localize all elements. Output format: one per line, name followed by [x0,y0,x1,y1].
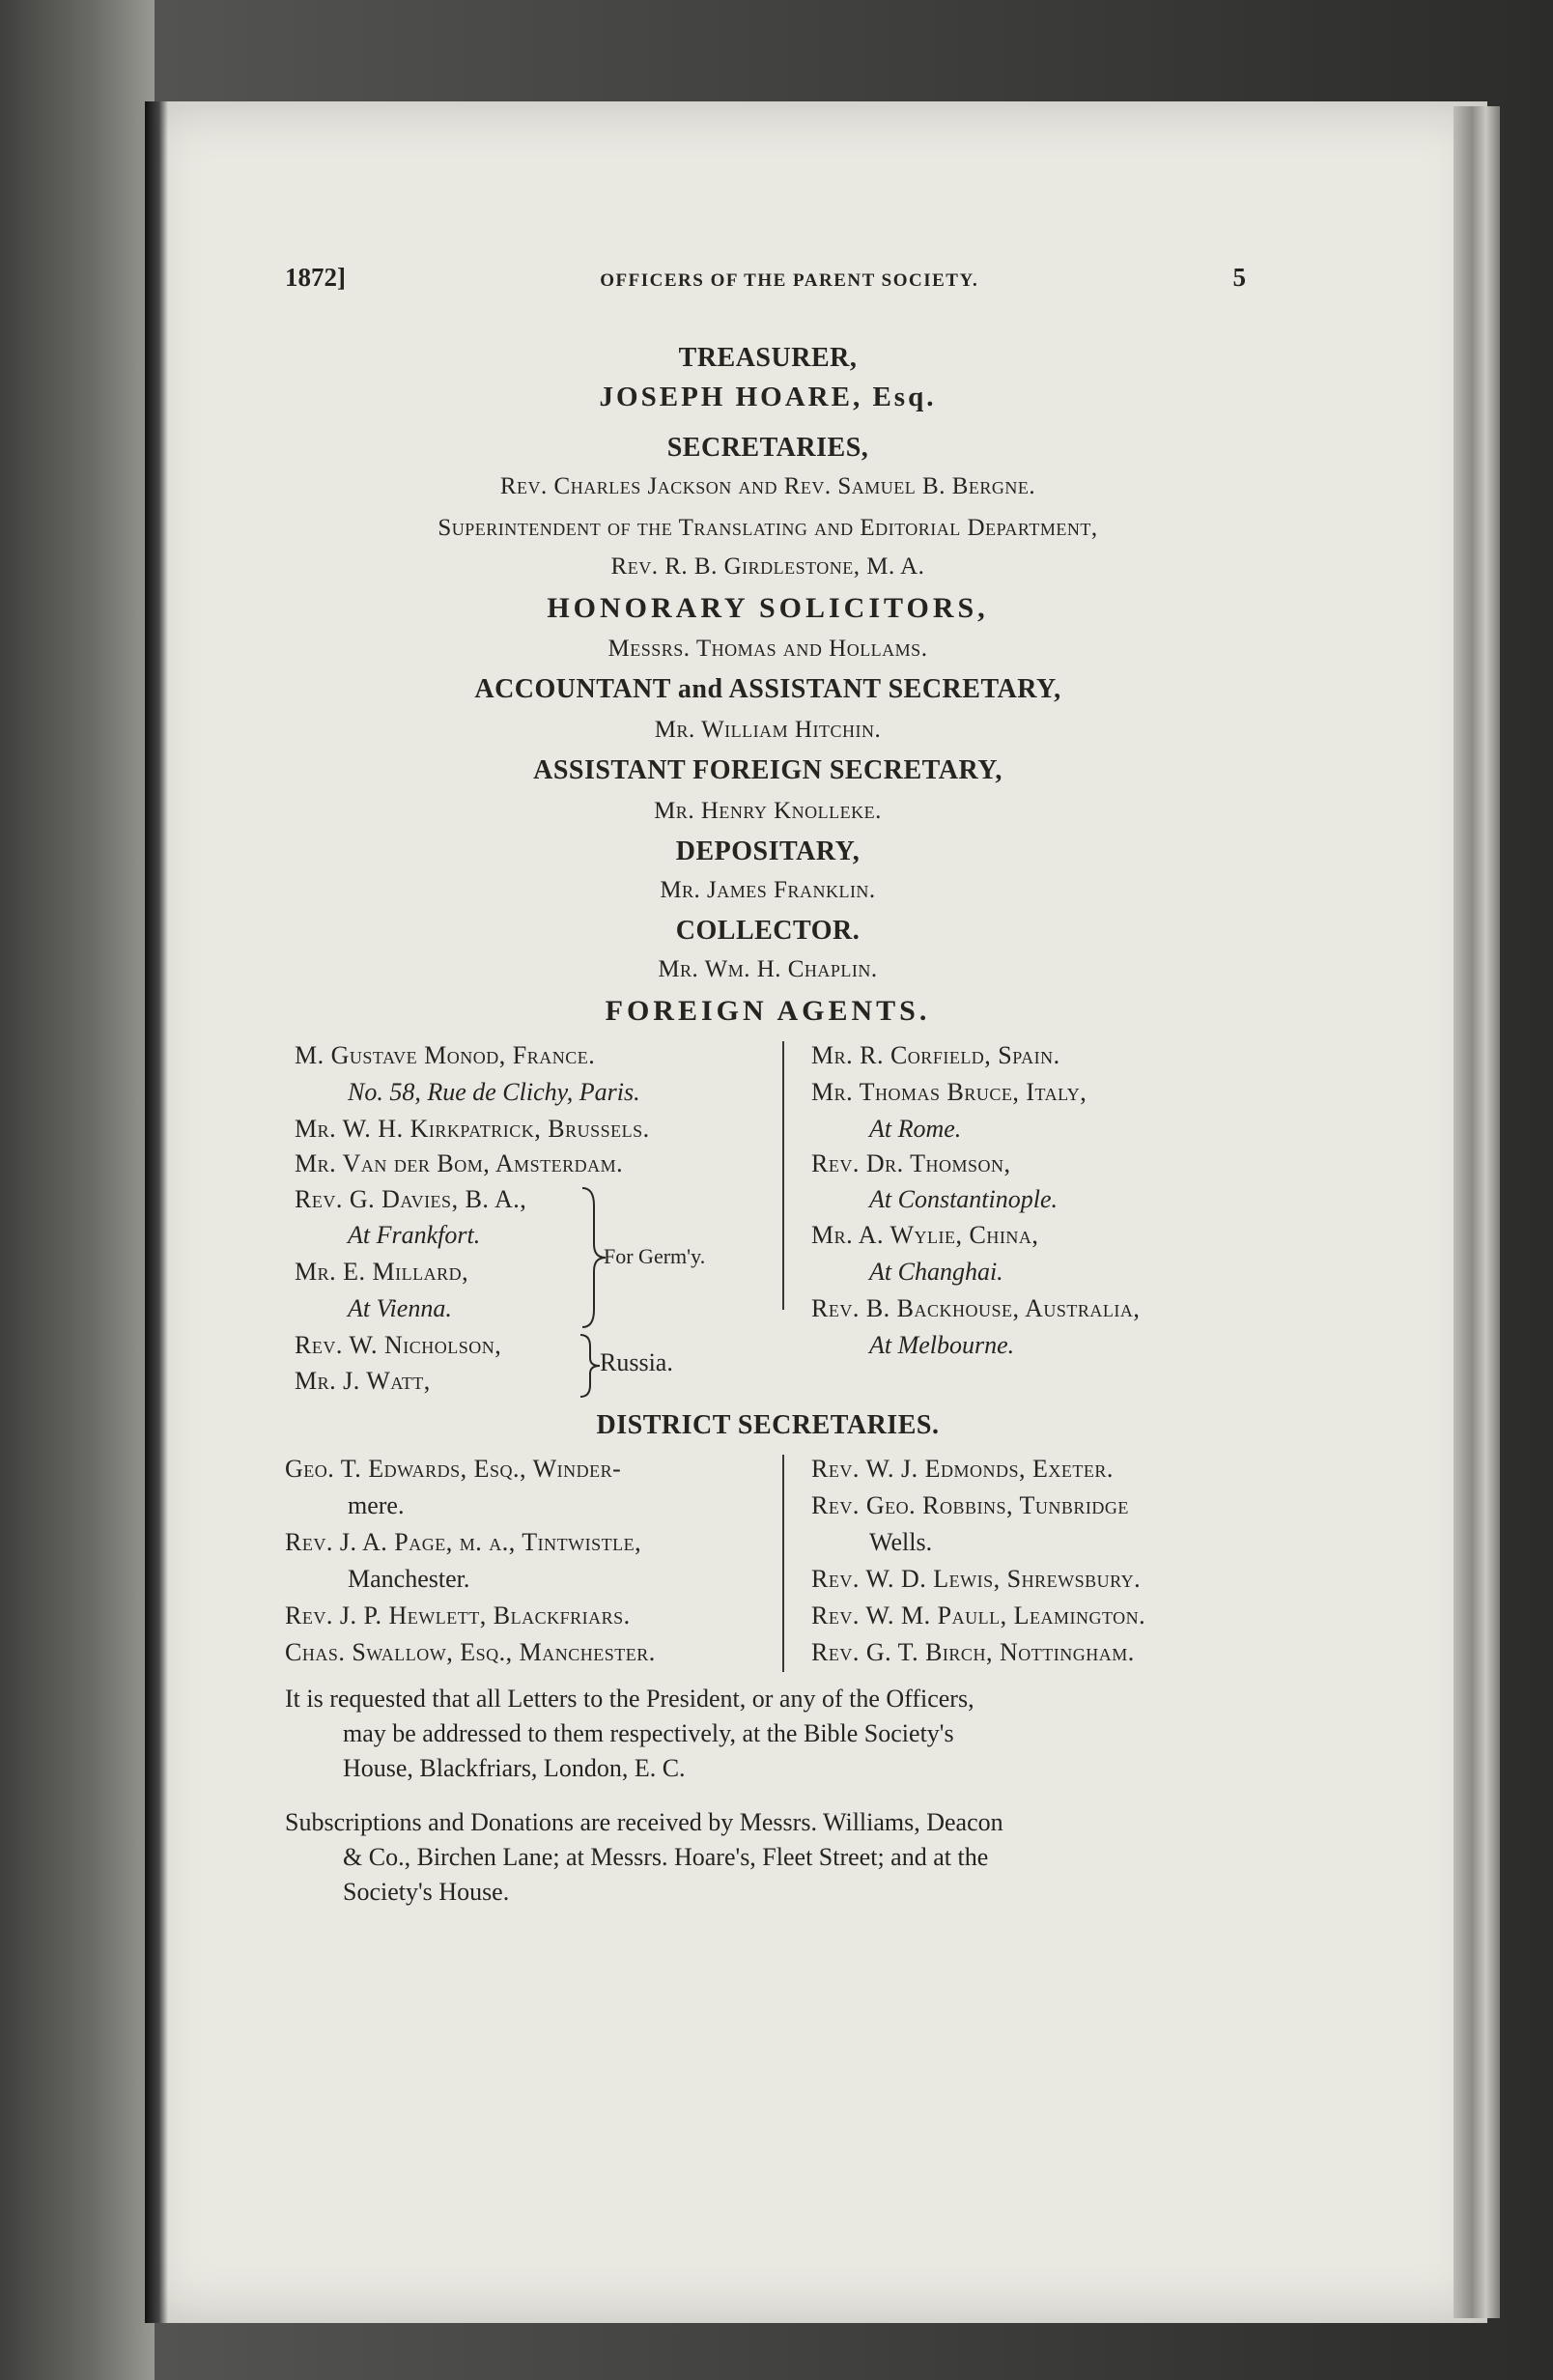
superintendent-heading: Superintendent of the Translating and Editorial Department, [438,515,1098,541]
agent-right-row: At Rome. [869,1115,962,1143]
foreign-secretary-name: Mr. Henry Knolleke. [654,798,882,824]
collector-name: Mr. Wm. H. Chaplin. [658,956,878,982]
treasurer-name: JOSEPH HOARE, Esq. [599,382,937,412]
letters-note-line: may be addressed to them respectively, at the Bible Society's [343,1719,954,1747]
district-left-row: Rev. J. P. Hewlett, Blackfriars. [285,1601,631,1629]
agent-right-row: Mr. R. Corfield, Spain. [811,1041,1060,1069]
foreign-secretary-heading: ASSISTANT FOREIGN SECRETARY, [533,755,1002,785]
subscriptions-note-line: Subscriptions and Donations are received by Messrs. Williams, Deacon [285,1808,1003,1836]
district-column-divider [782,1455,784,1672]
agent-right-row: At Changhai. [869,1258,1003,1286]
accountant-heading: ACCOUNTANT and ASSISTANT SECRETARY, [474,674,1061,704]
superintendent-name: Rev. R. B. Girdlestone, M. A. [610,553,925,580]
district-left-row: Rev. J. A. Page, m. a., Tintwistle, [285,1528,642,1556]
agent-right-row: Mr. Thomas Bruce, Italy, [811,1078,1087,1106]
letters-note-line: It is requested that all Letters to the President, or any of the Officers, [285,1685,974,1713]
district-left-row: Geo. T. Edwards, Esq., Winder- [285,1455,622,1483]
agent-left-row: Mr. W. H. Kirkpatrick, Brussels. [295,1115,650,1143]
district-right-row: Rev. G. T. Birch, Nottingham. [811,1638,1135,1666]
district-right-row: Rev. Geo. Robbins, Tunbridge [811,1491,1129,1519]
treasurer-heading: TREASURER, [678,343,858,373]
book-left-edge [0,0,155,2380]
district-right-row: Wells. [869,1528,933,1556]
agent-left-row: Mr. Van der Bom, Amsterdam. [295,1149,624,1177]
page-edge-stack [1454,106,1500,2318]
foreign-agents-heading: FOREIGN AGENTS. [605,995,931,1027]
agent-left-row: Rev. W. Nicholson, [295,1331,502,1359]
running-title: OFFICERS OF THE PARENT SOCIETY. [600,270,979,291]
agent-left-row: At Frankfort. [348,1221,481,1249]
depositary-heading: DEPOSITARY, [675,836,861,866]
collector-heading: COLLECTOR. [675,916,861,946]
subscriptions-note-line: & Co., Birchen Lane; at Messrs. Hoare's, Fleet Street; and at the [343,1843,989,1871]
agent-right-row: Mr. A. Wylie, China, [811,1221,1039,1249]
agent-right-row: At Melbourne. [869,1331,1015,1359]
page-number: 5 [1232,263,1246,292]
accountant-name: Mr. William Hitchin. [654,717,882,743]
district-left-row: mere. [348,1491,405,1519]
page-gutter [145,101,168,2323]
secretaries-heading: SECRETARIES, [666,433,869,463]
brace-germany-label: For Germ'y. [604,1244,706,1268]
district-right-row: Rev. W. D. Lewis, Shrewsbury. [811,1565,1142,1593]
agent-left-row: No. 58, Rue de Clichy, Paris. [348,1078,640,1106]
agent-left-row: Rev. G. Davies, B. A., [295,1185,527,1213]
letters-note-line: House, Blackfriars, London, E. C. [343,1754,686,1782]
brace-russia-label: Russia. [600,1348,673,1376]
running-head [285,263,1246,301]
district-left-row: Manchester. [348,1565,470,1593]
agent-left-row: M. Gustave Monod, France. [295,1041,596,1069]
agent-right-row: Rev. Dr. Thomson, [811,1149,1011,1177]
solicitors-heading: HONORARY SOLICITORS, [547,592,989,624]
district-right-row: Rev. W. J. Edmonds, Exeter. [811,1455,1114,1483]
agent-right-row: Rev. B. Backhouse, Australia, [811,1294,1141,1322]
agents-column-divider [782,1041,784,1310]
year-label: 1872] [285,263,346,292]
district-right-row: Rev. W. M. Paull, Leamington. [811,1601,1146,1629]
district-secretaries-heading: DISTRICT SECRETARIES. [596,1410,940,1440]
agent-right-row: At Constantinople. [869,1185,1058,1213]
subscriptions-note-line: Society's House. [343,1878,510,1906]
district-left-row: Chas. Swallow, Esq., Manchester. [285,1638,656,1666]
depositary-name: Mr. James Franklin. [660,877,876,903]
secretaries-names: Rev. Charles Jackson and Rev. Samuel B. Bergne. [499,473,1036,499]
agent-left-row: Mr. J. Watt, [295,1367,431,1395]
agent-left-row: At Vienna. [348,1294,452,1322]
agent-left-row: Mr. E. Millard, [295,1258,469,1286]
solicitors-names: Messrs. Thomas and Hollams. [607,636,928,662]
